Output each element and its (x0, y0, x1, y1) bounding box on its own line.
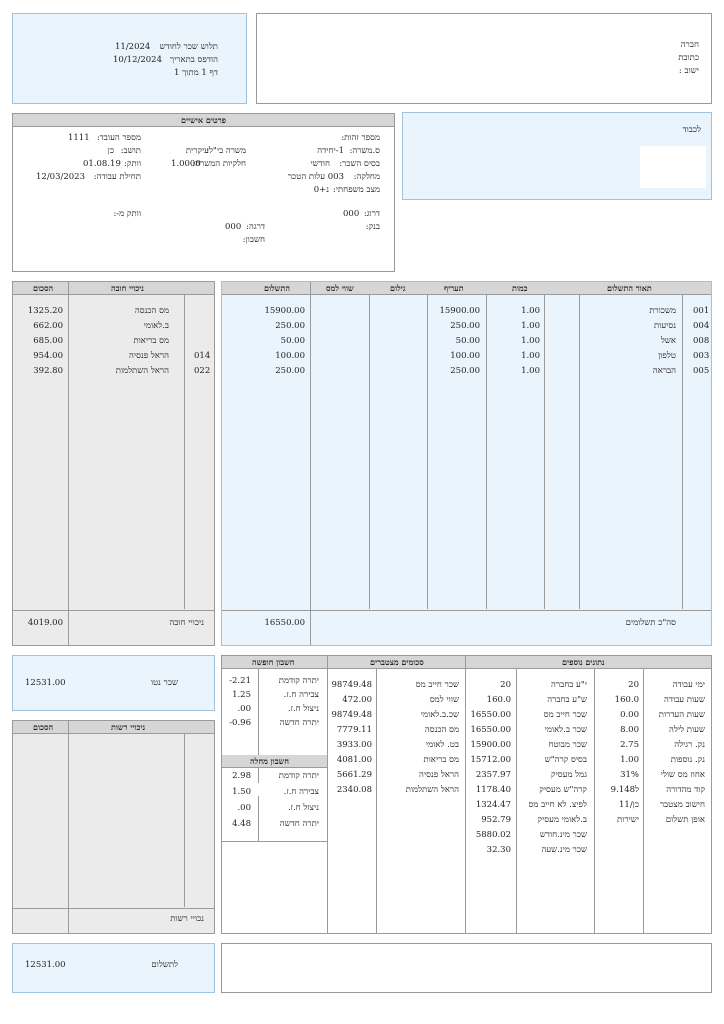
payment-amount: 100.00 (275, 351, 305, 361)
extra-right-value: 16550.00 (470, 725, 511, 735)
voluntary-header-amount: הסכום (33, 722, 54, 732)
summary-header (222, 656, 711, 669)
extra-left-value: 20 (628, 680, 639, 690)
extra-left-value: 9.148ל (610, 785, 639, 795)
payment-desc: נסיעות (654, 321, 676, 331)
payments-total-label: סה"כ תשלומים (625, 618, 676, 628)
extra-right-value: 15900.00 (470, 740, 511, 750)
payment-qty: 1.00 (521, 366, 540, 376)
extra-right-label: ב.לאומי מעסיק (537, 815, 587, 825)
extra-right-value: 20 (500, 680, 511, 690)
col-header-rate: תעריף (444, 283, 464, 293)
extra-right-value: 32.30 (486, 845, 511, 855)
payment-desc: משכורת (649, 306, 676, 316)
payment-rate: 250.00 (450, 366, 480, 376)
extra-right-label: שכר מבוטח (548, 740, 587, 750)
cumulative-value: 7779.11 (336, 725, 372, 735)
page-number: דף 1 מתוך 1 (173, 68, 218, 78)
payment-desc: טלפון (658, 351, 676, 361)
extra-right-label: לפיצ. לא חייב מס (528, 800, 587, 810)
extra-right-value: 1324.47 (475, 800, 511, 810)
extra-title: נתונים נוספים (562, 657, 605, 667)
salary-basis-value: חודשי (310, 159, 330, 169)
resident-label: תושב: (120, 146, 141, 156)
personal-details-box (12, 113, 395, 272)
extra-right-label: ש"ע בחברה (547, 695, 587, 705)
deduction-desc: הראל פנסיה (128, 351, 169, 361)
extra-left-value: 160.0 (614, 695, 639, 705)
payment-code: 001 (693, 306, 710, 316)
extra-left-label: נק. נוספות (670, 755, 705, 765)
row-divider (222, 841, 327, 842)
col-divider (376, 668, 377, 933)
payment-code: 008 (693, 336, 710, 346)
sick-value: .00 (237, 803, 251, 813)
cumulative-label: שכ.ב.לאומי (420, 710, 459, 720)
vacation-label: יתרה קודמת (278, 676, 319, 686)
col-divider (68, 282, 69, 645)
vacation-label: צבירה ח.ז. (283, 690, 319, 700)
net-salary-label: שכר נטו (150, 678, 178, 688)
extra-left-label: אופן תשלום (665, 815, 705, 825)
sick-value: 4.48 (232, 819, 251, 829)
seniority-from-label: וותק מ-: (113, 209, 141, 219)
account-label: חשבון: (242, 235, 265, 245)
employee-no-label: מספר העובד: (96, 133, 141, 143)
cumulative-value: 4081.00 (336, 755, 372, 765)
cumulative-label: הראל השתלמות (405, 785, 459, 795)
deduction-amount: 1325.20 (27, 306, 63, 316)
bank-label: בנק: (365, 222, 380, 232)
net-salary-box (12, 655, 215, 711)
cumulative-label: הראל פנסיה (418, 770, 459, 780)
vacation-title: חשבון חופשה (252, 657, 295, 667)
vacation-value: 1.25 (232, 690, 251, 700)
extra-right-label: גמל מעסיק (551, 770, 587, 780)
company-box (256, 13, 712, 104)
employee-no: 1111 (68, 133, 90, 143)
sick-value: 2.98 (232, 771, 251, 781)
department-label: מחלקה: (353, 172, 380, 182)
voluntary-total-label: נכויי רשות (170, 914, 204, 924)
payment-qty: 1.00 (521, 321, 540, 331)
voluntary-deductions-table (12, 720, 215, 934)
cumulative-value: 472.00 (342, 695, 372, 705)
address-label: כתובת (678, 53, 699, 63)
sick-label: יתרה קודמת (278, 771, 319, 781)
recipient-address-area (640, 146, 706, 188)
col-divider (369, 294, 370, 609)
sick-header (222, 755, 327, 768)
cumulative-value: 3933.00 (336, 740, 372, 750)
extra-right-value: 952.79 (481, 815, 511, 825)
extra-left-label: קוד מהדורה (666, 785, 705, 795)
deductions-total-value: 4019.00 (27, 618, 63, 628)
deduction-desc: מס בריאות (133, 336, 169, 346)
salary-basis-label: בסיס השכר: (339, 159, 380, 169)
family-label: מצב משפחתי: (332, 185, 380, 195)
deductions-table (12, 281, 215, 646)
deduction-code: 022 (194, 366, 211, 376)
deduction-amount: 685.00 (33, 336, 63, 346)
extra-left-label: נק. רגילה (674, 740, 705, 750)
vacation-label: ניצול ח.ז. (287, 704, 319, 714)
payment-amount: 250.00 (275, 366, 305, 376)
job-fraction-label: חלקיות המשרה: (192, 159, 246, 169)
col-divider (310, 282, 311, 645)
col-header-payment: התשלום (264, 283, 290, 293)
col-divider (486, 294, 487, 609)
col-divider (544, 294, 545, 609)
deduction-desc: הראל השתלמות (115, 366, 169, 376)
col-divider (68, 721, 69, 933)
voluntary-header-desc: ניכויי רשות (111, 722, 146, 732)
deductions-header-desc: ניכויי חובה (111, 283, 144, 293)
extra-right-value: 15712.00 (470, 755, 511, 765)
personal-title: פרטים אישיים (180, 115, 227, 125)
sick-label: ניצול ח.ז. (287, 803, 319, 813)
payment-code: 003 (693, 351, 710, 361)
extra-right-value: 16550.00 (470, 710, 511, 720)
col-header-qty: כמות (512, 283, 528, 293)
vacation-value: -0.96 (229, 718, 251, 728)
extra-left-label: שעות העדרות (658, 710, 705, 720)
col-divider (427, 294, 428, 609)
row-divider (13, 908, 214, 909)
col-header-tax-value: שווי למס (326, 283, 354, 293)
extra-right-label: שכר חייב מס (543, 710, 587, 720)
sick-title: חשבון מחלה (250, 756, 289, 766)
payment-qty: 1.00 (521, 306, 540, 316)
col-header-desc: תאור התשלום (607, 283, 652, 293)
col-divider (516, 668, 517, 933)
extra-left-value: כן/11 (618, 800, 639, 810)
extra-left-value: 31% (620, 770, 639, 780)
extra-left-label: שעות לילה (669, 725, 705, 735)
city-label: ישוב : (678, 66, 699, 76)
extra-right-value: 160.0 (486, 695, 511, 705)
cumulative-value: 98749.48 (331, 680, 372, 690)
cumulative-label: מס הכנסה (424, 725, 459, 735)
family-value: נ+0 (313, 185, 329, 195)
extra-left-label: חישוב מצטבר (659, 800, 705, 810)
printed-label: הודפס בתאריך (169, 55, 218, 65)
extra-left-label: שעות עבודה (664, 695, 705, 705)
deduction-desc: מס הכנסה (134, 306, 169, 316)
payment-qty: 1.00 (521, 336, 540, 346)
slip-month: 11/2024 (115, 42, 151, 52)
col-divider (465, 656, 466, 933)
notes-box (221, 943, 712, 993)
col-divider (258, 796, 259, 841)
extra-right-value: 1178.40 (475, 785, 511, 795)
extra-left-value: 8.00 (620, 725, 639, 735)
payments-table (221, 281, 712, 646)
payment-amount: 50.00 (280, 336, 305, 346)
vacation-value: .00 (237, 704, 251, 714)
payments-header (222, 282, 711, 295)
extra-left-label: ימי עבודה (672, 680, 705, 690)
slip-label: תלוש שכר לחודש (159, 42, 218, 52)
to-pay-value: 12531.00 (25, 960, 66, 970)
company-label: חברה (680, 40, 699, 50)
col-header-pieces: גילום (390, 283, 406, 293)
deduction-desc: ב.לאומי (143, 321, 169, 331)
seniority-value: 01.08.19 (83, 159, 121, 169)
unit-value: 1-יחידה (317, 146, 344, 156)
department-value: 003 עלות הטכר (287, 172, 344, 182)
payment-code: 005 (693, 366, 710, 376)
payment-rate: 50.00 (455, 336, 480, 346)
seniority-label: וותק: (124, 159, 141, 169)
job-type-value: עיקרית (185, 146, 209, 156)
extra-left-label: אחוז מס שולי (660, 770, 705, 780)
col-divider (594, 668, 595, 933)
period-box (12, 13, 247, 104)
vacation-value: -2.21 (229, 676, 251, 686)
row-divider (13, 610, 214, 611)
sick-label: יתרה חדשה (279, 819, 319, 829)
extra-left-value: 2.75 (620, 740, 639, 750)
col-divider (184, 294, 185, 609)
payment-rate: 100.00 (450, 351, 480, 361)
payment-code: 004 (693, 321, 710, 331)
payment-rate: 250.00 (450, 321, 480, 331)
summary-table (221, 655, 712, 934)
payment-qty: 1.00 (521, 351, 540, 361)
personal-header (13, 114, 394, 127)
col-divider (682, 294, 683, 609)
col-divider (579, 294, 580, 609)
deduction-amount: 392.80 (33, 366, 63, 376)
net-salary-value: 12531.00 (25, 678, 66, 688)
recipient-box (402, 112, 712, 200)
extra-left-value: 1.00 (620, 755, 639, 765)
col-divider (184, 733, 185, 907)
id-label: מספר זהות: (341, 133, 380, 143)
extra-right-label: שכר מינ.שעה (541, 845, 587, 855)
payment-desc: הבראה (652, 366, 676, 376)
extra-right-label: י"ע בחברה (551, 680, 587, 690)
extra-right-label: קרה"ש מעסיק (539, 785, 587, 795)
cumulative-label: מס בריאות (423, 755, 459, 765)
deduction-amount: 662.00 (33, 321, 63, 331)
extra-left-value: 0.00 (620, 710, 639, 720)
deductions-total-label: ניכויי חובה (169, 618, 204, 628)
rank-label: דרגה: (246, 222, 265, 232)
col-divider (643, 668, 644, 933)
rank-value: 000 (225, 222, 242, 232)
extra-right-label: שכר מינ.חודש (539, 830, 587, 840)
grade-value: 000 (343, 209, 360, 219)
deduction-amount: 954.00 (33, 351, 63, 361)
unit-label: ס.משרה: (349, 146, 380, 156)
cumulative-label: שכר חייב מס (415, 680, 459, 690)
sick-value: 1.50 (232, 787, 251, 797)
col-divider (327, 656, 328, 933)
payment-amount: 250.00 (275, 321, 305, 331)
extra-right-label: שכר ב.לאומי (544, 725, 587, 735)
to-pay-label: לתשלום (151, 960, 178, 970)
deductions-header-amount: הסכום (33, 283, 54, 293)
vacation-label: יתרה חדשה (279, 718, 319, 728)
payment-rate: 15900.00 (439, 306, 480, 316)
resident-value: כן (107, 146, 114, 156)
cumulative-label: שווי למס (429, 695, 459, 705)
job-fraction-value: 1.0000 (171, 159, 201, 169)
payment-amount: 15900.00 (264, 306, 305, 316)
extra-right-label: בסיס קרה"ש (544, 755, 587, 765)
start-value: 12/03/2023 (36, 172, 85, 182)
to-pay-box (12, 943, 215, 993)
sick-label: צבירה ח.ז. (283, 787, 319, 797)
row-divider (222, 610, 711, 611)
printed-date: 10/12/2024 (113, 55, 162, 65)
cumulative-value: 98749.48 (331, 710, 372, 720)
extra-right-value: 2357.97 (475, 770, 511, 780)
extra-right-value: 5880.02 (475, 830, 511, 840)
recipient-label: לכבוד (682, 125, 701, 135)
job-type-label: משרה בי"ל: (206, 146, 246, 156)
cumulative-label: בט. לאומי (425, 740, 459, 750)
cumulative-value: 2340.08 (336, 785, 372, 795)
deduction-code: 014 (194, 351, 211, 361)
payments-total-value: 16550.00 (264, 618, 305, 628)
start-label: תחילת עבודה: (93, 172, 141, 182)
grade-label: דרוג: (363, 209, 380, 219)
payment-desc: אשל (660, 336, 676, 346)
cumulative-value: 5661.29 (336, 770, 372, 780)
extra-left-value: ישירות (616, 815, 639, 825)
cumulative-title: סכומים מצטברים (370, 657, 424, 667)
